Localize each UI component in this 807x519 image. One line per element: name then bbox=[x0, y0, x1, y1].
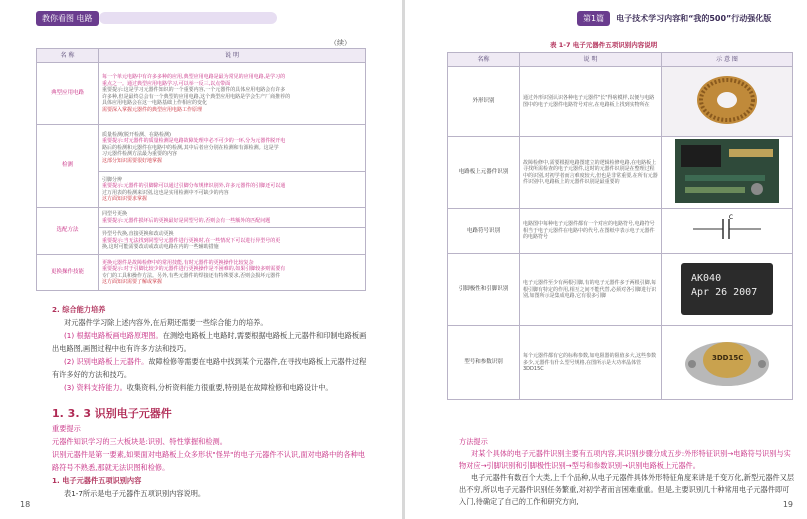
row-name: 更换操作技能 bbox=[37, 255, 99, 291]
note-text-1: 元器件知识学习的三大板块是:识别、特性掌握和检测。 bbox=[52, 437, 227, 446]
transistor-photo bbox=[662, 326, 793, 400]
table-line: 过万用表的检测来识别,这也是实用检测中不可缺少的内容 bbox=[102, 189, 229, 196]
table-header-name: 名 称 bbox=[37, 49, 99, 63]
left-page bbox=[0, 0, 402, 519]
table-line: 习元器件检测方法最为重要的内容 bbox=[102, 151, 178, 158]
right-page bbox=[405, 0, 807, 519]
ic-marking-line2: Apr 26 2007 bbox=[691, 286, 758, 298]
table-line: 同型号更换 bbox=[102, 211, 128, 217]
transistor-marking: 3DD15C bbox=[712, 353, 744, 362]
table-line: 异型号代换,直接更换和改动更换 bbox=[102, 231, 174, 238]
row-name: 选配方法 bbox=[37, 208, 99, 255]
row-desc bbox=[99, 63, 366, 125]
table-line: 路后的检测和元器件在电路中的检测,其中后者应分别在检测和有源检测。这是学 bbox=[102, 144, 279, 151]
table-continued-label: （续） bbox=[330, 39, 351, 47]
left-header-band bbox=[99, 12, 277, 24]
left-body-items bbox=[52, 329, 372, 394]
pcb-image bbox=[675, 139, 779, 203]
row-desc bbox=[99, 208, 366, 228]
note-heading: 重要提示 bbox=[52, 424, 81, 433]
table-header-illustration: 示 意 图 bbox=[662, 53, 793, 67]
left-body-note bbox=[52, 422, 372, 500]
left-header bbox=[0, 10, 402, 26]
table-header-name: 名称 bbox=[448, 53, 520, 67]
row-desc bbox=[99, 172, 366, 208]
power-transistor-image bbox=[682, 334, 772, 390]
table-header-desc: 说 明 bbox=[99, 49, 366, 63]
item-2-heading: (2) 识别电路板上元器件。 bbox=[64, 357, 149, 366]
section-1-heading: 1. 电子元器件五项识别内容 bbox=[52, 476, 142, 485]
toroid-photo bbox=[662, 67, 793, 137]
row-desc bbox=[99, 255, 366, 291]
row-name: 电路符号识别 bbox=[448, 209, 520, 254]
table-line: 重要提示:元器件的引脚除可以通过引脚分布规律识别外,许多元器件的引脚还可以通 bbox=[102, 183, 286, 189]
row-name: 外形识别 bbox=[448, 67, 520, 137]
row-desc bbox=[99, 228, 366, 255]
table-line: 更换元器件是故障检修中的常用技能,有时元器件的更换操作比较复杂 bbox=[102, 259, 254, 266]
item-2-text: 故障检修等需要在电路中找到某个元器件,在寻找电路板上元器件过程有许多好的方法和技巧。 bbox=[52, 357, 367, 379]
row-desc: 电子元器件至少有两根引脚,有的电子元器件多于两根引脚,每根引脚有特定的作用,相互之间不能代替,必须对各引脚进行识别,如图所示是集成电路,它有很多引脚 bbox=[520, 254, 662, 326]
row-name: 型号和参数识别 bbox=[448, 326, 520, 400]
left-body bbox=[52, 303, 372, 329]
table-line: 重要提示:对元器件的质量检测是电路故障处理中必不可少的一环,分为元器件脱开电 bbox=[102, 138, 286, 145]
row-desc: 每个元器件都有它的标称参数,如电阻器的阻值多大,这些参数多少,元器件有什么型号规格,在图所示是大功率晶体管3DD15C bbox=[520, 326, 662, 400]
ic-photo bbox=[662, 254, 793, 326]
left-header-tab: 教你看图 电路 bbox=[36, 11, 99, 26]
tip-text: 对某个具体的电子元器件识别主要有五项内容,其识别步骤分成五步:外形特征识别→电路符号识别与实物对应→引脚识别和引脚极性识别→型号和参数识别→识别电路板上元器件。 bbox=[459, 449, 791, 470]
page-number-right: 19 bbox=[782, 500, 793, 509]
table-line: 换,这时可能需要改动或改动电路在内的一些辅助措施 bbox=[102, 244, 219, 251]
right-header bbox=[405, 10, 807, 26]
row-desc bbox=[99, 125, 366, 172]
item-3-heading: (3) 资料支持能力。 bbox=[64, 383, 127, 392]
right-body bbox=[459, 436, 795, 508]
paragraph: 电子元器件有数百个大类,上千个品种,从电子元器件具体外形特征角度来讲是千变万化,新型元器件又层出不穷,所以电子元器件识别任务繁重,对初学者而言困难重重。但是,主要识别几十种常用电子元器件即可入门,待确定了自己的工作和研究方向, bbox=[459, 473, 795, 506]
table-line: 重要提示:这是学习元器件知识的一个重要内容,一个元器件的具体应用电路会有许多 bbox=[102, 87, 286, 93]
right-table bbox=[447, 52, 793, 400]
tip-heading: 方法提示 bbox=[459, 437, 488, 446]
row-name: 引脚极性和引脚识别 bbox=[448, 254, 520, 326]
item-3-text: 收集资料,分析资料能力很重要,特别是在故障检修和电路设计中。 bbox=[126, 383, 333, 392]
capacitor-symbol-cell bbox=[662, 209, 793, 254]
row-desc: 故障检修中,需要根据电路图建立的逻辑检修电路,在电路板上寻找所需检查的电子元器件,这时的元器件识别是在整理过程中的识别,对初学者而言难度较大,但也是非常重要,在所有元器件识别中,电路板上的元器件识别是最重要的 bbox=[520, 137, 662, 209]
table-header-desc: 说 明 bbox=[520, 53, 662, 67]
row-name: 检测 bbox=[37, 125, 99, 208]
note-text-2: 识别元器件是第一要素,如果面对电路板上众多形状"怪异"的电子元器件不认识,面对电路中的各种电路符号不熟悉,那就无法识图和检修。 bbox=[52, 450, 366, 472]
table-line: 专门的工具和操作方法。另外,有些元器件的焊接还有特殊要求,否则会损坏元器件 bbox=[102, 272, 281, 279]
table-line: 每一个单元电路中有许多多种的应用,典型应用电路是最为常见的应用电路,是学习的 bbox=[102, 74, 286, 80]
table-line: 这方面知识需要了解或掌握 bbox=[102, 279, 163, 285]
toroid-inductor-image bbox=[687, 70, 767, 130]
item-1-text: 在测绘电路板上电路时,需要根据电路板上元器件和印制电路板画出电路图,画图过程中也有许多方法和技巧。 bbox=[52, 331, 367, 353]
table-line: 重要提示:元器件损坏后的更换最好是同型号的,否则会有一些额外的匹配问题 bbox=[102, 217, 271, 224]
item-1-heading: (1) 根据电路板画电路原理图。 bbox=[64, 331, 163, 340]
right-header-tab: 第1篇 bbox=[577, 11, 610, 26]
table-line: 重点之一。通过典型应用电路学习,可以举一反三,以点带面 bbox=[102, 80, 231, 87]
table-line: 具体应用电路会在这一电路基础上作相应的变化 bbox=[102, 100, 208, 106]
page-number-left: 18 bbox=[20, 500, 31, 509]
section-2-heading: 2. 综合能力培养 bbox=[52, 305, 106, 314]
row-desc: 通过外形识别认识各种电子元器件"长"得啥模样,以便与电路图中的电子元器件电路符号对应,在电路板上找到实物所在 bbox=[520, 67, 662, 137]
table-line: 引脚分辨 bbox=[102, 176, 123, 183]
row-name: 电路板上元器件识别 bbox=[448, 137, 520, 209]
section-1-3-3-title: 1. 3. 3 识别电子元器件 bbox=[52, 407, 172, 420]
table-line: 需要深入掌握元器件的典型应用电路工作原理 bbox=[102, 106, 203, 113]
table-line: 这方面知识要求掌握 bbox=[102, 196, 148, 202]
table-caption: 表 1-7 电子元器件五项识别内容说明 bbox=[550, 41, 658, 49]
table-line: 重要提示:对于引脚比较少的元器件进行更换操作是不困难的,如果引脚较多则需要有 bbox=[102, 266, 286, 272]
row-name: 典型应用电路 bbox=[37, 63, 99, 125]
paragraph: 对元器件学习除上述内容外,在后期还需要一些综合能力的培养。 bbox=[64, 318, 268, 327]
ic-chip-image bbox=[681, 263, 773, 315]
right-header-title: 电子技术学习内容和“我的500”行动强化版 bbox=[616, 13, 772, 23]
ic-marking-line1: AK040 bbox=[691, 272, 722, 284]
table-line: 许多种,但是最终总会有一个典型的应用电路,这个典型应用电路是学会生产厂商推荐的 bbox=[102, 93, 291, 100]
row-desc: 电路图中每种电子元器件都有一个对应的电路符号,电路符号相当于电子元器件在电路中的代号,在图纸中表示电子元器件的电路符号 bbox=[520, 209, 662, 254]
capacitor-symbol-label: C bbox=[728, 213, 734, 221]
left-table bbox=[36, 48, 366, 291]
table-line: 质量检测(脱开检测、在路检测) bbox=[102, 131, 171, 138]
table-line: 这部分知识需要很好地掌握 bbox=[102, 157, 163, 164]
pcb-photo bbox=[662, 137, 793, 209]
paragraph: 表1-7所示是电子元器件五项识别内容说明。 bbox=[64, 489, 206, 498]
table-line: 重要提示:当无法找到同型号元器件进行更换时,在一些情况下可以进行异型号的更 bbox=[102, 237, 281, 244]
